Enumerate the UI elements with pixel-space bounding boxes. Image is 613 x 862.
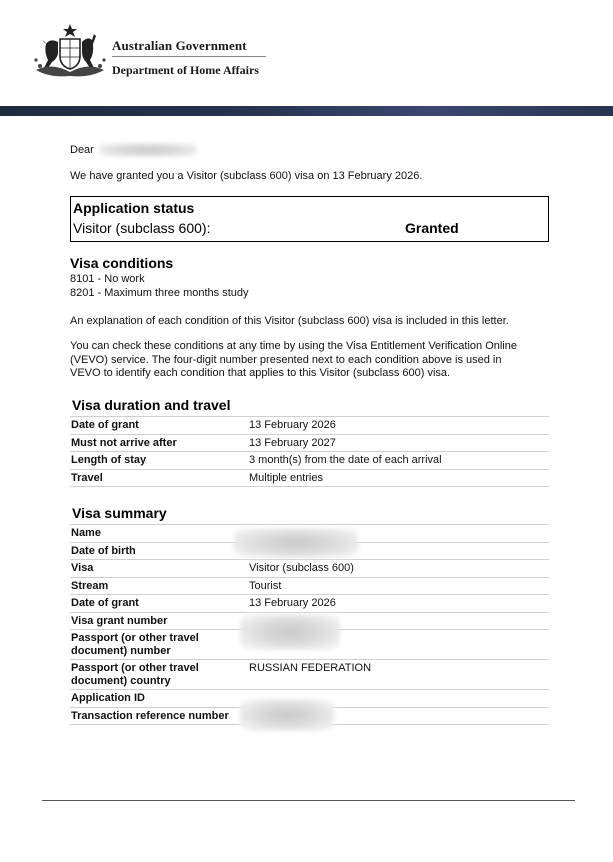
row-value: RUSSIAN FEDERATION	[248, 660, 549, 690]
duration-heading: Visa duration and travel	[72, 397, 231, 413]
redacted-name	[99, 143, 197, 157]
status-value: Granted	[405, 220, 459, 236]
header-divider	[112, 56, 266, 57]
row-label: Date of birth	[70, 542, 248, 560]
row-label: Name	[70, 525, 248, 543]
salutation-text: Dear	[70, 143, 94, 156]
row-label-line: document) country	[71, 674, 171, 687]
duration-table	[70, 416, 549, 487]
row-label: Must not arrive after	[70, 434, 248, 452]
row-label	[70, 630, 248, 660]
row-value: Tourist	[248, 577, 549, 595]
row-label: Length of stay	[70, 452, 248, 470]
vevo-paragraph	[70, 340, 548, 381]
row-label-line: Passport (or other travel	[71, 632, 199, 644]
redacted-grant-passport	[240, 614, 340, 650]
row-label	[70, 660, 248, 690]
vevo-line: VEVO to identify each condition that applies to this Visitor (subclass 600) visa.	[70, 367, 451, 379]
table-row	[70, 469, 549, 487]
row-label: Date of grant	[70, 595, 248, 613]
row-label: Travel	[70, 469, 248, 487]
table-row	[70, 595, 549, 613]
application-status-box	[70, 196, 549, 242]
row-value: Multiple entries	[248, 469, 549, 487]
table-row	[70, 660, 549, 690]
redacted-name-dob	[234, 528, 358, 558]
row-label: Stream	[70, 577, 248, 595]
footer-divider	[42, 800, 575, 801]
table-row	[70, 560, 549, 578]
row-label: Visa grant number	[70, 612, 248, 630]
row-label: Date of grant	[70, 417, 248, 435]
intro-paragraph: We have granted you a Visitor (subclass 600) visa on 13 February 2026.	[70, 170, 423, 182]
status-title: Application status	[73, 200, 195, 216]
redacted-application-ids	[240, 699, 334, 731]
table-row	[70, 577, 549, 595]
table-row	[70, 452, 549, 470]
row-label: Visa	[70, 560, 248, 578]
department-name: Department of Home Affairs	[112, 63, 259, 77]
org-name: Australian Government	[112, 38, 247, 53]
status-visa: Visitor (subclass 600):	[73, 220, 211, 236]
letterhead	[0, 0, 613, 106]
vevo-line: You can check these conditions at any time by using the Visa Entitlement Verification Online	[70, 340, 517, 352]
condition-item: 8101 - No work	[70, 273, 145, 285]
vevo-line: (VEVO) service. The four-digit number presented next to each condition above is used in	[70, 353, 502, 366]
table-row	[70, 434, 549, 452]
row-label-line: document) number	[71, 644, 171, 657]
row-label-line: Passport (or other travel	[71, 662, 199, 674]
coat-of-arms-icon	[32, 22, 108, 80]
row-value: 13 February 2027	[248, 434, 549, 452]
header-band	[0, 106, 613, 116]
salutation	[70, 143, 548, 157]
summary-heading: Visa summary	[72, 505, 167, 521]
row-value: 13 February 2026	[248, 417, 549, 435]
row-value: 13 February 2026	[248, 595, 549, 613]
table-row	[70, 417, 549, 435]
row-label: Transaction reference number	[70, 707, 248, 725]
condition-item: 8201 - Maximum three months study	[70, 287, 249, 299]
row-value: Visitor (subclass 600)	[248, 560, 549, 578]
row-value: 3 month(s) from the date of each arrival	[248, 452, 549, 470]
conditions-explanation: An explanation of each condition of this Visitor (subclass 600) visa is included in this letter.	[70, 315, 509, 327]
conditions-heading: Visa conditions	[70, 255, 174, 271]
row-label: Application ID	[70, 690, 248, 708]
